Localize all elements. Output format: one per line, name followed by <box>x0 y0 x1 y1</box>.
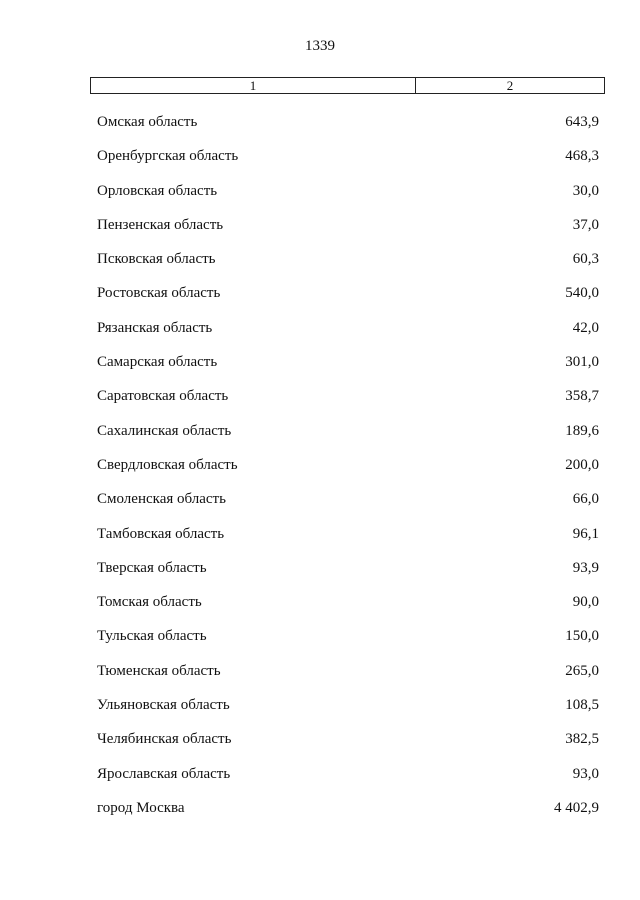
region-value: 4 402,9 <box>554 799 599 816</box>
region-name: Рязанская область <box>97 319 213 336</box>
region-name: Оренбургская область <box>97 148 239 165</box>
region-value: 93,0 <box>572 765 599 782</box>
region-value: 468,3 <box>565 148 599 165</box>
table-row <box>0 625 640 659</box>
table-header <box>90 77 605 94</box>
region-value: 643,9 <box>565 114 599 130</box>
table-row <box>0 763 640 797</box>
table-row <box>0 214 640 248</box>
region-value: 66,0 <box>572 491 599 508</box>
region-value: 358,7 <box>565 388 599 405</box>
region-name: Смоленская область <box>97 491 226 508</box>
header-column-1: 1 <box>91 78 416 93</box>
region-name: Орловская область <box>97 182 218 199</box>
table-row <box>0 454 640 488</box>
table-row <box>0 385 640 419</box>
region-value: 301,0 <box>565 354 599 371</box>
region-name: Ульяновская область <box>97 697 230 714</box>
table-row <box>0 145 640 179</box>
region-value: 96,1 <box>572 525 599 542</box>
region-name: Ростовская область <box>97 285 221 302</box>
page-number: 1339 <box>305 38 335 54</box>
table-row <box>0 317 640 351</box>
table-body <box>0 111 640 831</box>
region-name: Свердловская область <box>97 456 238 473</box>
region-name: город Москва <box>97 799 185 816</box>
region-name: Сахалинская область <box>97 422 232 439</box>
table-row <box>0 180 640 214</box>
table-row <box>0 694 640 728</box>
table-row <box>0 660 640 694</box>
region-value: 108,5 <box>565 697 599 714</box>
region-value: 150,0 <box>565 628 599 645</box>
region-value: 60,3 <box>572 251 599 268</box>
region-value: 30,0 <box>572 182 599 199</box>
table-row <box>0 248 640 282</box>
region-value: 382,5 <box>565 731 599 748</box>
region-name: Омская область <box>97 114 198 130</box>
region-value: 540,0 <box>565 285 599 302</box>
region-value: 93,9 <box>572 559 599 576</box>
region-name: Тульская область <box>97 628 207 645</box>
region-name: Саратовская область <box>97 388 229 405</box>
region-name: Тверская область <box>97 559 207 576</box>
table-row <box>0 111 640 145</box>
region-value: 37,0 <box>572 216 599 233</box>
table-row <box>0 728 640 762</box>
table-row <box>0 557 640 591</box>
region-value: 265,0 <box>565 662 599 679</box>
region-name: Томская область <box>97 594 202 611</box>
table-row <box>0 797 640 831</box>
region-value: 90,0 <box>572 594 599 611</box>
table-row <box>0 591 640 625</box>
table-row <box>0 282 640 316</box>
table-row <box>0 351 640 385</box>
region-value: 42,0 <box>572 319 599 336</box>
region-name: Псковская область <box>97 251 216 268</box>
table-row <box>0 523 640 557</box>
region-name: Пензенская область <box>97 216 224 233</box>
table-row <box>0 420 640 454</box>
region-name: Ярославская область <box>97 765 231 782</box>
region-name: Челябинская область <box>97 731 232 748</box>
region-name: Тамбовская область <box>97 525 225 542</box>
region-value: 189,6 <box>565 422 599 439</box>
region-name: Самарская область <box>97 354 218 371</box>
header-column-2: 2 <box>506 77 514 93</box>
table-row <box>0 488 640 522</box>
region-name: Тюменская область <box>97 662 221 679</box>
region-value: 200,0 <box>565 456 599 473</box>
